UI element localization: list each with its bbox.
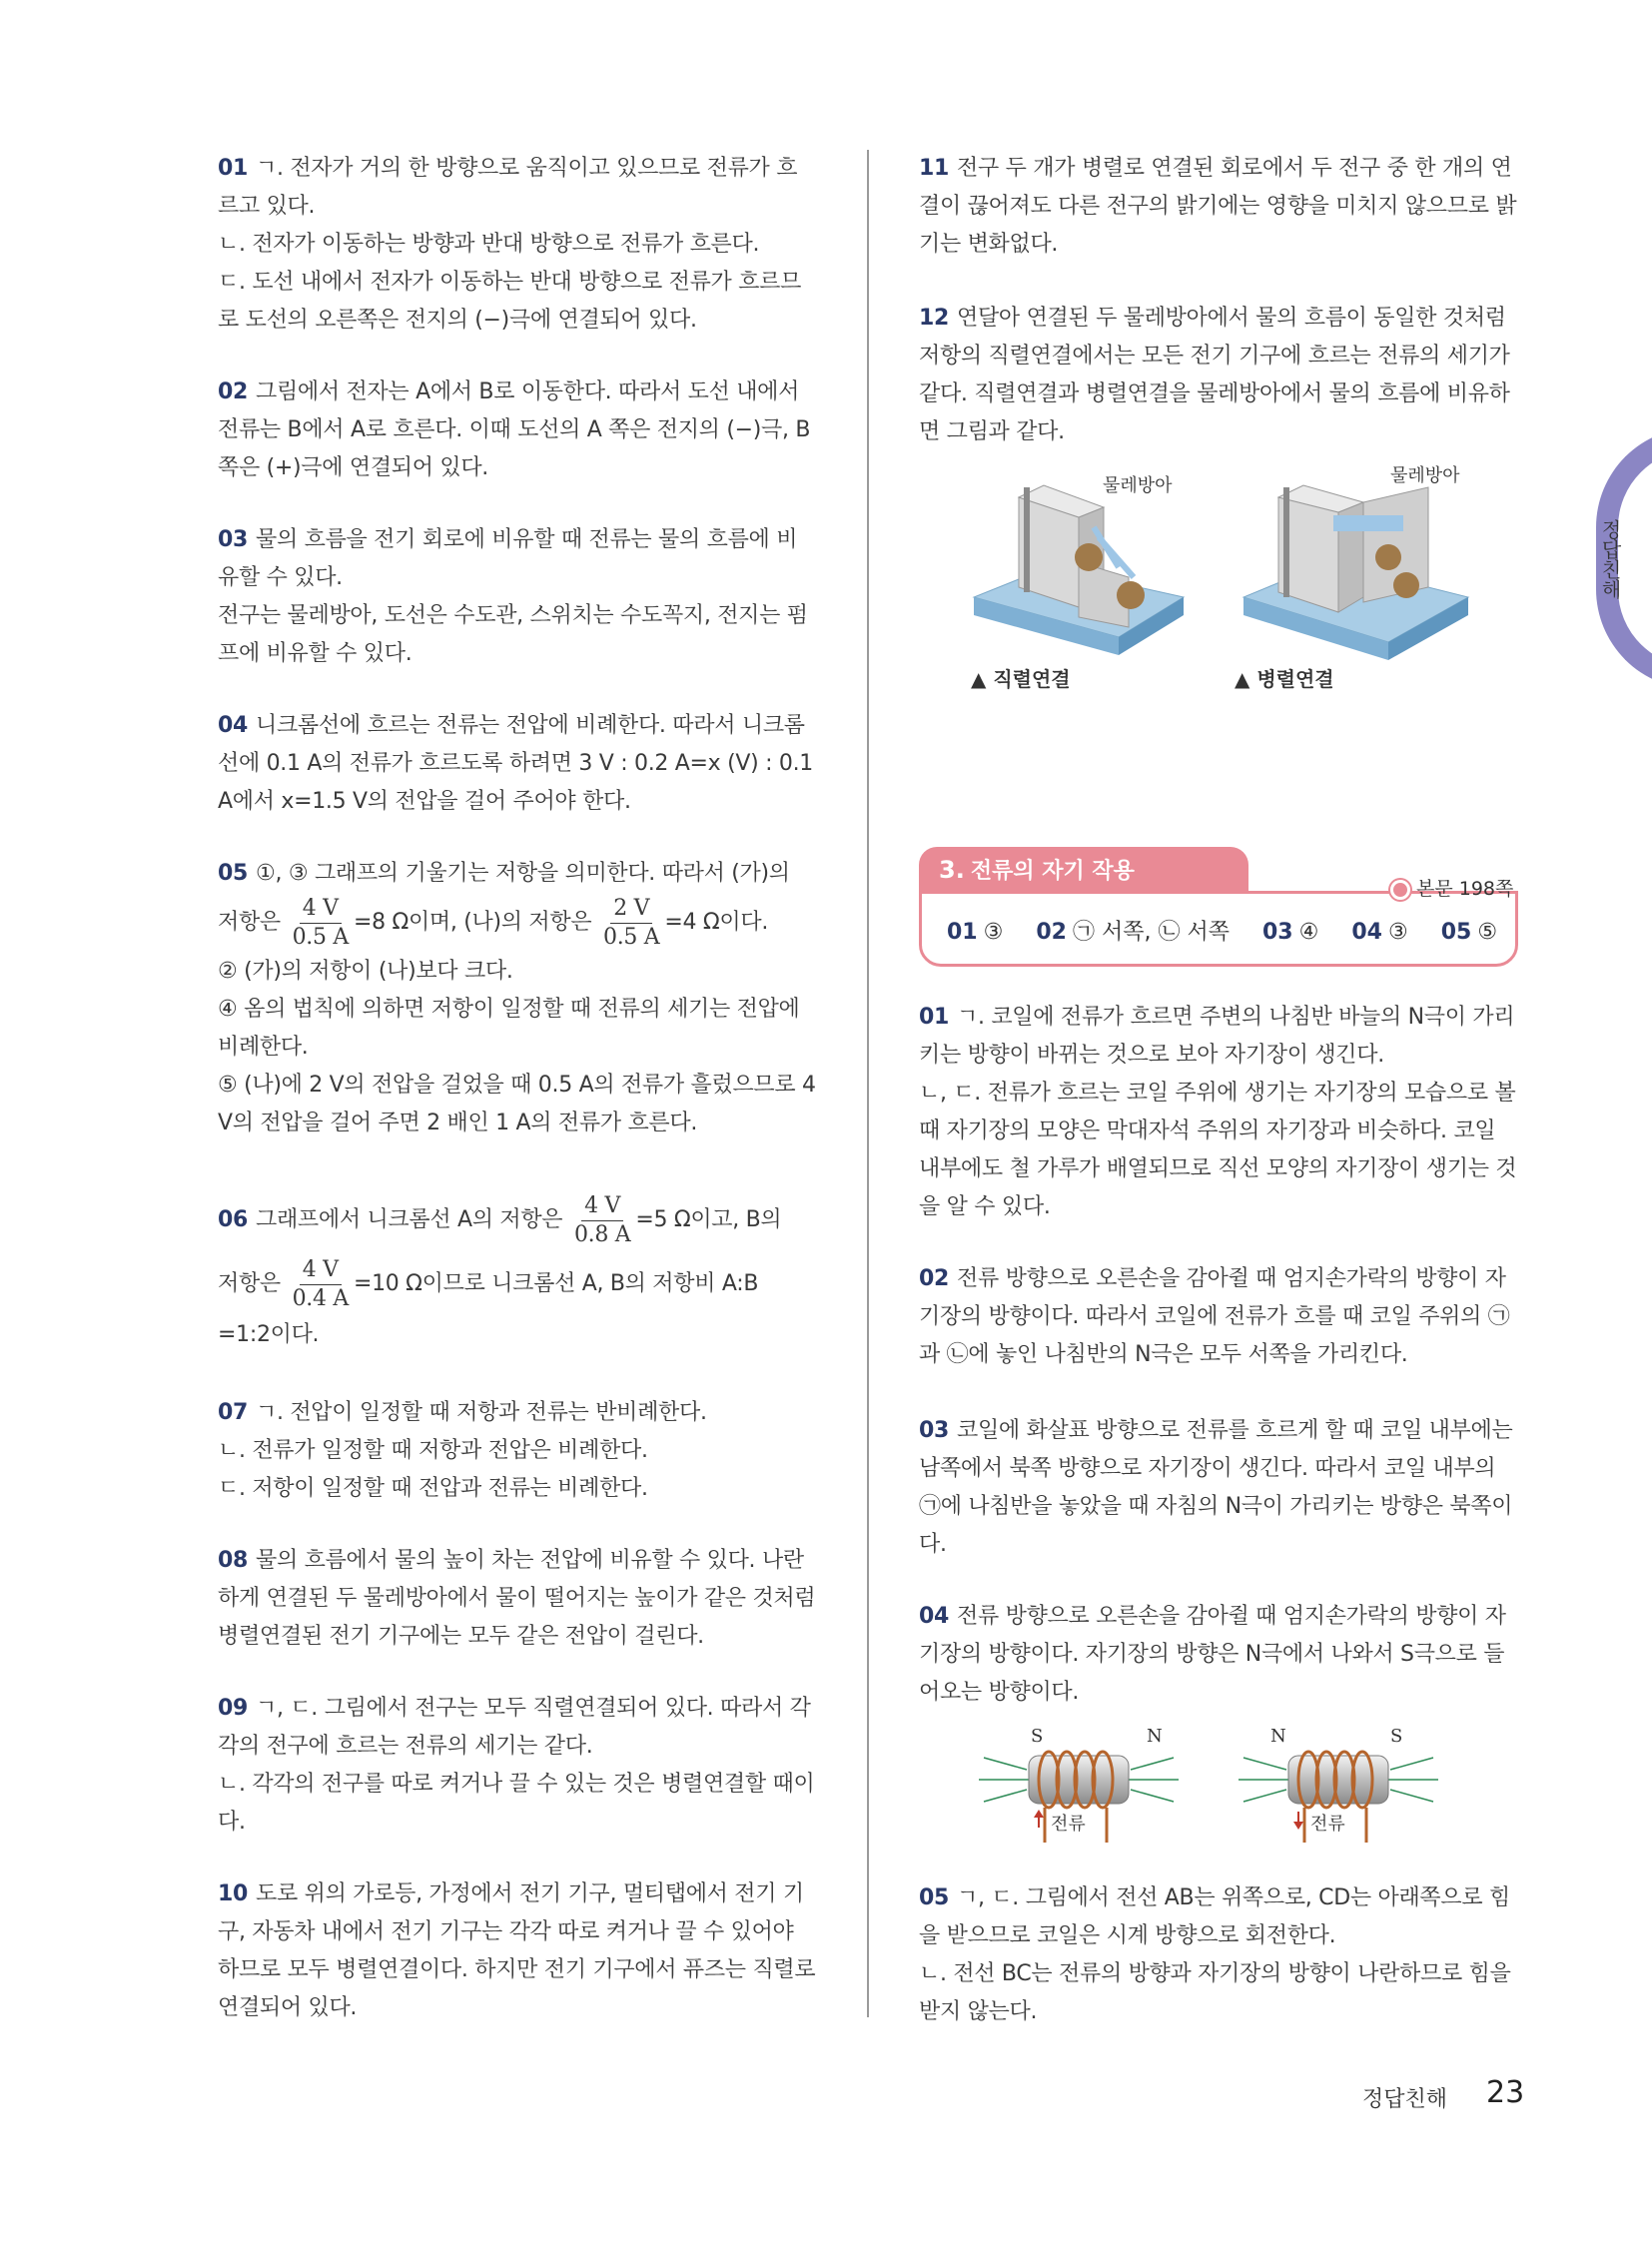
callout-water-wheel-parallel: 물레방아 xyxy=(1390,465,1460,486)
fraction: $\frac{4 V}{0.5 A}$ xyxy=(292,895,349,950)
answer-08: 08 물의 흐름에서 물의 높이 차는 전압에 비유할 수 있다. 나란하게 연결된 두 물레방아에서 물이 떨어지는 높이가 같은 것처럼 병렬연결된 전기 기구에는 모두 같은 전압이 걸린다. xyxy=(218,1548,816,1649)
answer-07: 07 ㄱ. 전압이 일정할 때 저항과 전류는 반비례한다. ㄴ. 전류가 일정할 때 저항과 전압은 비례한다. ㄷ. 저항이 일정할 때 전압과 전류는 비례한다. xyxy=(218,1400,707,1501)
caption-parallel: ▲ 병렬연결 xyxy=(1235,667,1334,691)
answer-key-item: 05 ⑤ xyxy=(1440,920,1498,945)
pole-label: N xyxy=(1147,1726,1163,1747)
magnetic-answer-05: 05 ㄱ, ㄷ. 그림에서 전선 AB는 위쪽으로, CD는 아래쪽으로 힘을 받으므로 코일은 시계 방향으로 회전한다. ㄴ. 전선 BC는 전류의 방향과 자기장의 방향이 나란하므로 힘을 받지 않는다. xyxy=(919,1885,1511,2024)
answer-06: 06 그래프에서 니크롬선 A의 저항은 $\frac{4 V}{0.8 A}$ =5 Ω이고, B의 저항은 $\frac{4 V}{0.4 A}$ =10 Ω이므로 니크롬선 A, B의 저항비 A:B =1:2이다. xyxy=(218,1192,782,1347)
answer-02: 02 그림에서 전자는 A에서 B로 이동한다. 따라서 도선 내에서 전류는 B에서 A로 흐른다. 이때 도선의 A 쪽은 전지의 (−)극, B 쪽은 (+)극에 연결되어 있다. xyxy=(218,379,811,480)
answer-key-item: 02 ㉠ 서쪽, ㉡ 서쪽 xyxy=(1036,920,1230,945)
fraction: $\frac{4 V}{0.4 A}$ xyxy=(292,1256,349,1311)
magnetic-answer-03: 03 코일에 화살표 방향으로 전류를 흐르게 할 때 코일 내부에는 남쪽에서 북쪽 방향으로 자기장이 생긴다. 따라서 코일 내부의 ㉠에 나침반을 놓았을 때 자침의 N극이 가리키는 방향은 북쪽이다. xyxy=(919,1418,1513,1557)
section-answers xyxy=(947,915,1523,946)
answer-12: 12 연달아 연결된 두 물레방아에서 물의 흐름이 동일한 것처럼 저항의 직렬연결에서는 모든 전기 기구에 흐르는 전류의 세기가 같다. 직렬연결과 병렬연결을 물레방아에서 물의 흐름에 비유하면 그림과 같다. xyxy=(919,306,1510,444)
water-wheel-figure xyxy=(969,467,1488,667)
fraction: $\frac{2 V}{0.5 A}$ xyxy=(603,895,660,950)
answer-01: 01 ㄱ. 전자가 거의 한 방향으로 움직이고 있으므로 전류가 흐르고 있다. ㄴ. 전자가 이동하는 방향과 반대 방향으로 전류가 흐른다. ㄷ. 도선 내에서 전자가 이동하는 반대 방향으로 전류가 흐르므로 도선의 오른쪽은 전지의 (−)극에 연결되어 있다. xyxy=(218,156,802,333)
magnetic-answer-04: 04 전류 방향으로 오른손을 감아쥘 때 엄지손가락의 방향이 자기장의 방향이다. 자기장의 방향은 N극에서 나와서 S극으로 들어오는 방향이다. xyxy=(919,1604,1506,1705)
pole-label: S xyxy=(1031,1726,1044,1747)
answer-11: 11 전구 두 개가 병렬로 연결된 회로에서 두 전구 중 한 개의 연결이 끊어져도 다른 전구의 밝기에는 영향을 미치지 않으므로 밝기는 변화없다. xyxy=(919,156,1517,257)
section-header: 3. 전류의 자기 작용 xyxy=(919,847,1248,893)
answer-05: 05 ①, ③ 그래프의 기울기는 저항을 의미한다. 따라서 (가)의 저항은 $\frac{4 V}{0.5 A}$ =8 Ω이며, (나)의 저항은 $\frac{2 V}{0.5 A}$ =4 Ω이다. ② (가)의 저항이 (나)보다 크다. ④ 옴의 법칙에 의하면 저항이 일정할 때 전류의 세기는 전압에 비례한다. ⑤ (나)에 2 V의 전압을 걸었을 때 0.5 A의 전류가 흘렀으므로 4 V의 전압을 걸어 주면 2 배인 1 A의 전류가 흐른다. xyxy=(218,861,816,1135)
water-wheel-illustration xyxy=(969,467,1488,667)
answer-key-item: 01 ③ xyxy=(947,920,1004,945)
fraction: $\frac{4 V}{0.8 A}$ xyxy=(573,1192,631,1247)
answer-09: 09 ㄱ, ㄷ. 그림에서 전구는 모두 직렬연결되어 있다. 따라서 각각의 전구에 흐르는 전류의 세기는 같다. ㄴ. 각각의 전구를 따로 켜거나 끌 수 있는 것은 병렬연결할 때이다. xyxy=(218,1696,815,1835)
page-number: 23 xyxy=(1486,2075,1525,2110)
series-water-wheel xyxy=(974,485,1184,655)
pole-label: N xyxy=(1270,1726,1286,1747)
answer-key-item: 04 ③ xyxy=(1351,920,1408,945)
current-label: 전류 xyxy=(1310,1814,1345,1835)
answer-key-item: 03 ④ xyxy=(1261,920,1319,945)
column-divider xyxy=(867,150,869,2017)
footer-label: 정답친해 xyxy=(1362,2087,1448,2112)
pole-label: S xyxy=(1390,1726,1403,1747)
bullet-icon xyxy=(1390,880,1410,900)
magnetic-answer-01: 01 ㄱ. 코일에 전류가 흐르면 주변의 나침반 바늘의 N극이 가리키는 방향이 바뀌는 것으로 보아 자기장이 생긴다. ㄴ, ㄷ. 전류가 흐르는 코일 주위에 생기는 자기장의 모습으로 볼 때 자기장의 모양은 막대자석 주위의 자기장과 비슷하다. 코일 내부에도 철 가루가 배열되므로 직선 모양의 자기장이 생기는 것을 알 수 있다. xyxy=(919,1005,1517,1219)
callout-water-wheel-series: 물레방아 xyxy=(1103,475,1173,496)
answer-04: 04 니크롬선에 흐르는 전류는 전압에 비례한다. 따라서 니크롬선에 0.1 A의 전류가 흐르도록 하려면 3 V : 0.2 A=x (V) : 0.1 A에서 x=1.5 V의 전압을 걸어 주어야 한다. xyxy=(218,713,813,814)
caption-series: ▲ 직렬연결 xyxy=(971,667,1071,691)
section-reference: 본문 198쪽 xyxy=(1390,874,1513,901)
current-label: 전류 xyxy=(1051,1814,1086,1835)
answer-03: 03 물의 흐름을 전기 회로에 비유할 때 전류는 물의 흐름에 비유할 수 있다. 전구는 물레방아, 도선은 수도관, 스위치는 수도꼭지, 전지는 펌프에 비유할 수 있다. xyxy=(218,527,808,666)
answer-10: 10 도로 위의 가로등, 가정에서 전기 기구, 멀티탭에서 전기 기구, 자동차 내에서 전기 기구는 각각 따로 켜거나 끌 수 있어야 하므로 모두 병렬연결이다. 하지만 전기 기구에서 퓨즈는 직렬로 연결되어 있다. xyxy=(218,1881,816,2020)
chapter-edge-label: 정답친해 xyxy=(1598,519,1622,599)
magnetic-answer-02: 02 전류 방향으로 오른손을 감아쥘 때 엄지손가락의 방향이 자기장의 방향이다. 따라서 코일에 전류가 흐를 때 코일 주위의 ㉠과 ㉡에 놓인 나침반의 N극은 모두 서쪽을 가리킨다. xyxy=(919,1266,1510,1367)
parallel-water-wheel xyxy=(1243,485,1468,660)
